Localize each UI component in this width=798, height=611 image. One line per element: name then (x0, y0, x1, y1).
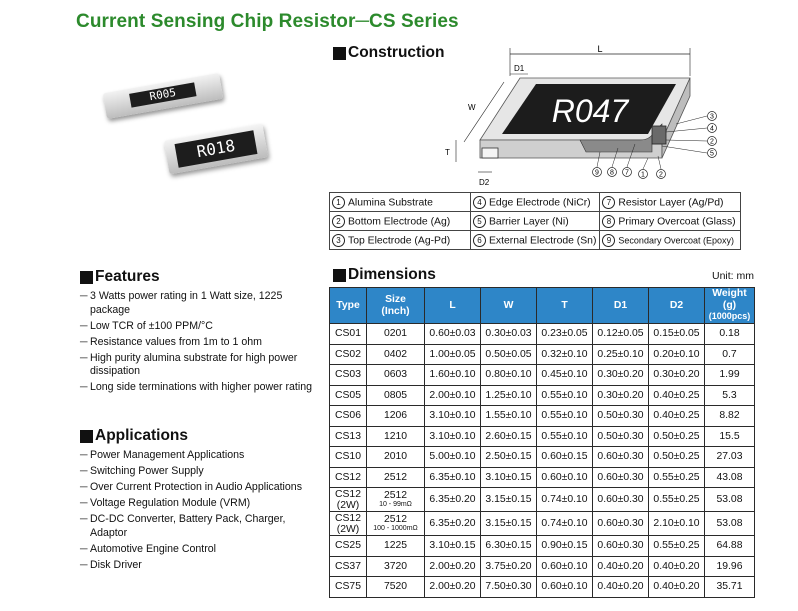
dash-icon: ─ (80, 381, 88, 393)
cell-t: 0.60±0.10 (537, 577, 593, 598)
header-size (367, 288, 425, 324)
cell-size (367, 426, 425, 447)
cell-d1: 0.50±0.30 (593, 426, 649, 447)
cell-d2: 0.50±0.25 (649, 447, 705, 468)
cell-type-sub: (2W) (336, 523, 360, 535)
legend-cell (600, 212, 741, 231)
cell-type (330, 577, 367, 598)
construction-heading: Construction (333, 44, 444, 62)
cell-size-sub: 100 - 1000mΩ (373, 525, 418, 532)
cell-size (367, 577, 425, 598)
cell-size-text: 3720 (383, 560, 408, 572)
cell-type-text: CS06 (335, 410, 361, 422)
page-title: Current Sensing Chip Resistor─CS Series (76, 11, 459, 32)
header-weight-line: (g) (722, 299, 737, 311)
cell-size-text: 0603 (383, 369, 408, 381)
svg-text:1: 1 (641, 171, 645, 179)
cell-w: 0.80±0.10 (481, 365, 537, 386)
legend-row (330, 212, 741, 231)
svg-text:9: 9 (595, 169, 599, 177)
cell-d1: 0.40±0.20 (593, 577, 649, 598)
cell-w: 1.55±0.10 (481, 406, 537, 427)
cell-type-text: CS37 (335, 560, 361, 572)
cell-d2: 0.55±0.25 (649, 536, 705, 557)
list-item (80, 320, 320, 334)
dim-label-t: T (445, 148, 450, 157)
cell-type-text: CS12 (335, 488, 361, 500)
header-d2: D2 (649, 288, 705, 324)
cell-d1: 0.60±0.30 (593, 447, 649, 468)
cell-type-text: CS05 (335, 389, 361, 401)
dimensions-heading: Dimensions (333, 266, 436, 284)
cell-type-text: CS01 (335, 328, 361, 340)
table-row (330, 426, 755, 447)
list-item-text: Resistance values from 1m to 1 ohm (90, 335, 262, 348)
cell-size (367, 447, 425, 468)
cell-l: 1.00±0.05 (425, 344, 481, 365)
list-item-text: DC-DC Converter, Battery Pack, Charger, Adaptor (90, 513, 286, 539)
cell-l: 3.10±0.10 (425, 406, 481, 427)
list-item (80, 290, 320, 317)
cell-size (367, 488, 425, 512)
callout-2 (708, 137, 717, 146)
legend-cell (330, 212, 471, 231)
cell-type-text: CS12 (335, 471, 361, 483)
cell-d1: 0.60±0.30 (593, 467, 649, 488)
list-item-text: 3 Watts power rating in 1 Watt size, 1225 package (90, 290, 283, 316)
dimensions-table (329, 287, 755, 598)
cell-t: 0.74±0.10 (537, 488, 593, 512)
table-row (330, 577, 755, 598)
dim-label-l: L (597, 44, 603, 54)
header-l: L (425, 288, 481, 324)
legend-number: 7 (602, 196, 615, 209)
dash-icon: ─ (80, 335, 88, 348)
cell-t: 0.60±0.10 (537, 556, 593, 577)
construction-diagram (440, 40, 730, 190)
list-item-text: Long side terminations with higher power rating (90, 381, 313, 393)
cell-w: 2.60±0.15 (481, 426, 537, 447)
legend-number: 3 (332, 234, 345, 247)
cell-type-text: CS10 (335, 451, 361, 463)
cell-size-text: 2010 (383, 451, 408, 463)
cell-d2: 0.15±0.05 (649, 324, 705, 345)
callout-5 (708, 149, 717, 158)
svg-text:5: 5 (710, 150, 714, 158)
dash-icon: ─ (80, 351, 88, 364)
legend-number: 6 (473, 234, 486, 247)
cell-type (330, 365, 367, 386)
cell-w: 2.50±0.15 (481, 447, 537, 468)
table-row (330, 324, 755, 345)
legend-row (330, 231, 741, 250)
cell-size (367, 512, 425, 536)
legend-number: 8 (602, 215, 615, 228)
cell-d1: 0.60±0.30 (593, 536, 649, 557)
cell-weight: 64.88 (705, 536, 755, 557)
cell-weight: 5.3 (705, 385, 755, 406)
square-bullet-icon (333, 269, 346, 282)
cell-size-text: 2512 (383, 514, 408, 525)
cell-d2: 0.55±0.25 (649, 467, 705, 488)
cell-l: 1.60±0.10 (425, 365, 481, 386)
cell-weight: 53.08 (705, 488, 755, 512)
legend-number: 2 (332, 215, 345, 228)
list-item (80, 559, 320, 573)
cell-w: 7.50±0.30 (481, 577, 537, 598)
cell-weight: 53.08 (705, 512, 755, 536)
cell-w: 3.15±0.15 (481, 512, 537, 536)
cell-w: 0.50±0.05 (481, 344, 537, 365)
cell-d1: 0.50±0.30 (593, 406, 649, 427)
cell-d2: 0.20±0.10 (649, 344, 705, 365)
cell-type-text: CS75 (335, 581, 361, 593)
legend-label: Primary Overcoat (Glass) (618, 215, 736, 227)
cell-d1: 0.40±0.20 (593, 556, 649, 577)
legend-label: Alumina Substrate (348, 196, 433, 208)
legend-label: Bottom Electrode (Ag) (348, 215, 451, 227)
cell-type (330, 406, 367, 427)
applications-heading: Applications (80, 427, 188, 445)
cell-t: 0.55±0.10 (537, 426, 593, 447)
cell-t: 0.32±0.10 (537, 344, 593, 365)
cell-d1: 0.30±0.20 (593, 365, 649, 386)
list-item (80, 352, 320, 379)
dim-label-w: W (468, 103, 476, 112)
chip-marking: R005 (129, 82, 196, 107)
cell-l: 6.35±0.20 (425, 512, 481, 536)
list-item-text: Disk Driver (90, 558, 142, 571)
cell-weight: 35.71 (705, 577, 755, 598)
table-row (330, 406, 755, 427)
cell-size (367, 467, 425, 488)
svg-text:7: 7 (625, 169, 629, 177)
dash-icon: ─ (80, 290, 88, 302)
applications-list (80, 449, 320, 575)
svg-text:3: 3 (710, 113, 714, 121)
cell-t: 0.23±0.05 (537, 324, 593, 345)
cell-type (330, 344, 367, 365)
list-item (80, 513, 320, 540)
legend-label: Top Electrode (Ag-Pd) (348, 234, 451, 246)
cell-w: 0.30±0.03 (481, 324, 537, 345)
table-row (330, 447, 755, 468)
cell-l: 2.00±0.20 (425, 556, 481, 577)
cell-size-sub: 10 - 99mΩ (379, 501, 412, 508)
list-item-text: Automotive Engine Control (90, 542, 217, 555)
legend-label: Resistor Layer (Ag/Pd) (618, 196, 724, 208)
table-header-row (330, 288, 755, 324)
cell-d1: 0.12±0.05 (593, 324, 649, 345)
legend-cell (330, 193, 471, 212)
cell-type (330, 467, 367, 488)
cell-type (330, 324, 367, 345)
cell-d1: 0.60±0.30 (593, 488, 649, 512)
chip-photo-r018 (164, 124, 268, 175)
cell-size-text: 2512 (383, 490, 408, 501)
construction-legend (329, 192, 741, 250)
dash-icon: ─ (80, 542, 88, 555)
svg-text:4: 4 (710, 125, 714, 133)
cell-d1: 0.30±0.20 (593, 385, 649, 406)
list-item-text: Over Current Protection in Audio Applications (90, 481, 302, 493)
dim-label-d2: D2 (479, 178, 490, 187)
cell-size-text: 0805 (383, 389, 408, 401)
legend-cell (471, 212, 600, 231)
dim-label-d1: D1 (514, 64, 525, 73)
features-heading: Features (80, 268, 160, 286)
cell-size-text: 1206 (383, 410, 408, 422)
legend-label: External Electrode (Sn) (489, 234, 597, 246)
list-item (80, 543, 320, 557)
list-item (80, 336, 320, 350)
cell-size-text: 0402 (383, 348, 408, 360)
dash-icon: ─ (80, 558, 88, 571)
cell-size-text: 1210 (383, 430, 408, 442)
cell-l: 0.60±0.03 (425, 324, 481, 345)
square-bullet-icon (80, 430, 93, 443)
cell-t: 0.55±0.10 (537, 406, 593, 427)
cell-w: 6.30±0.15 (481, 536, 537, 557)
cell-t: 0.90±0.15 (537, 536, 593, 557)
list-item (80, 449, 320, 463)
cell-size-text: 7520 (383, 581, 408, 593)
callout-9 (593, 168, 602, 177)
cell-type (330, 426, 367, 447)
cell-l: 2.00±0.10 (425, 385, 481, 406)
callout-3 (708, 112, 717, 121)
dash-icon: ─ (80, 449, 88, 461)
cell-d2: 0.40±0.25 (649, 385, 705, 406)
cell-d2: 0.40±0.25 (649, 406, 705, 427)
legend-label: Edge Electrode (NiCr) (489, 196, 591, 208)
cell-d2: 0.50±0.25 (649, 426, 705, 447)
legend-number: 4 (473, 196, 486, 209)
dash-icon: ─ (80, 481, 88, 493)
callout-8 (608, 168, 617, 177)
cell-weight: 0.7 (705, 344, 755, 365)
cell-type (330, 536, 367, 557)
cell-w: 1.25±0.10 (481, 385, 537, 406)
legend-cell (471, 193, 600, 212)
header-weight (705, 288, 755, 324)
cell-d2: 0.40±0.20 (649, 577, 705, 598)
cell-weight: 15.5 (705, 426, 755, 447)
table-row (330, 385, 755, 406)
legend-row (330, 193, 741, 212)
square-bullet-icon (333, 47, 346, 60)
table-row (330, 556, 755, 577)
cell-t: 0.60±0.10 (537, 467, 593, 488)
cell-l: 6.35±0.10 (425, 467, 481, 488)
cell-d1: 0.60±0.30 (593, 512, 649, 536)
callout-1 (639, 170, 648, 179)
cell-l: 2.00±0.20 (425, 577, 481, 598)
cell-weight: 8.82 (705, 406, 755, 427)
cell-type-text: CS02 (335, 348, 361, 360)
list-item-text: Switching Power Supply (90, 465, 204, 477)
header-size-line: (Inch) (381, 305, 410, 317)
header-type: Type (330, 288, 367, 324)
callout-7 (623, 168, 632, 177)
cell-size (367, 324, 425, 345)
cell-weight: 43.08 (705, 467, 755, 488)
list-item-text: Voltage Regulation Module (VRM) (90, 497, 251, 509)
cell-type (330, 488, 367, 512)
cell-t: 0.74±0.10 (537, 512, 593, 536)
header-weight-line: Weight (712, 288, 747, 300)
legend-cell (600, 193, 741, 212)
cell-size-text: 0201 (383, 328, 408, 340)
cell-d2: 0.40±0.20 (649, 556, 705, 577)
cell-weight: 1.99 (705, 365, 755, 386)
dash-icon: ─ (80, 497, 88, 509)
chip-marking: R047 (551, 93, 629, 129)
cell-l: 6.35±0.20 (425, 488, 481, 512)
legend-cell (330, 231, 471, 250)
svg-text:2: 2 (659, 171, 663, 179)
cell-type-sub: (2W) (336, 499, 360, 511)
dash-icon: ─ (80, 513, 88, 525)
table-row (330, 344, 755, 365)
cell-type (330, 385, 367, 406)
cell-weight: 0.18 (705, 324, 755, 345)
svg-text:8: 8 (610, 169, 614, 177)
cell-size (367, 406, 425, 427)
cell-size (367, 365, 425, 386)
edge-electrode (652, 126, 666, 144)
cell-type-text: CS25 (335, 540, 361, 552)
list-item (80, 381, 320, 395)
cell-t: 0.55±0.10 (537, 385, 593, 406)
list-item-text: High purity alumina substrate for high power dissipation (90, 351, 298, 377)
legend-number: 9 (602, 234, 615, 247)
table-row (330, 365, 755, 386)
cell-size (367, 385, 425, 406)
cell-t: 0.60±0.15 (537, 447, 593, 468)
cell-d2: 0.30±0.20 (649, 365, 705, 386)
list-item (80, 497, 320, 511)
cell-weight: 27.03 (705, 447, 755, 468)
cell-w: 3.15±0.15 (481, 488, 537, 512)
bottom-electrode (482, 148, 498, 158)
svg-text:2: 2 (710, 138, 714, 146)
cell-size (367, 344, 425, 365)
legend-cell (471, 231, 600, 250)
cell-d2: 2.10±0.10 (649, 512, 705, 536)
cell-type-text: CS13 (335, 430, 361, 442)
cell-w: 3.75±0.20 (481, 556, 537, 577)
chip-photo-r005 (103, 73, 224, 119)
table-row (330, 512, 755, 536)
cell-type-text: CS03 (335, 369, 361, 381)
header-weight-line: (1000pcs) (708, 311, 751, 322)
list-item (80, 481, 320, 495)
cell-type (330, 556, 367, 577)
header-size-line: Size (385, 294, 406, 305)
table-row (330, 536, 755, 557)
features-list (80, 290, 320, 397)
square-bullet-icon (80, 271, 93, 284)
cell-type-text: CS12 (335, 512, 361, 524)
header-w: W (481, 288, 537, 324)
cell-l: 5.00±0.10 (425, 447, 481, 468)
table-row (330, 467, 755, 488)
cell-t: 0.45±0.10 (537, 365, 593, 386)
cell-size-text: 2512 (383, 471, 408, 483)
legend-number: 5 (473, 215, 486, 228)
unit-label: Unit: mm (712, 270, 754, 282)
chip-marking: R018 (175, 130, 258, 168)
cell-w: 3.10±0.15 (481, 467, 537, 488)
cell-size (367, 556, 425, 577)
cell-l: 3.10±0.15 (425, 536, 481, 557)
dash-icon: ─ (80, 465, 88, 477)
header-d1: D1 (593, 288, 649, 324)
callout-4 (708, 124, 717, 133)
callout-2b (657, 170, 666, 179)
list-item-text: Low TCR of ±100 PPM/°C (90, 319, 213, 332)
cell-type (330, 447, 367, 468)
cell-size-text: 1225 (383, 540, 408, 552)
list-item (80, 465, 320, 479)
cell-d2: 0.55±0.25 (649, 488, 705, 512)
header-t: T (537, 288, 593, 324)
legend-label: Secondary Overcoat (Epoxy) (618, 234, 734, 245)
cell-weight: 19.96 (705, 556, 755, 577)
dash-icon: ─ (80, 319, 88, 332)
cell-size (367, 536, 425, 557)
table-row (330, 488, 755, 512)
legend-number: 1 (332, 196, 345, 209)
list-item-text: Power Management Applications (90, 449, 245, 461)
cell-l: 3.10±0.10 (425, 426, 481, 447)
cell-d1: 0.25±0.10 (593, 344, 649, 365)
legend-cell (600, 231, 741, 250)
legend-label: Barrier Layer (Ni) (489, 215, 569, 227)
cell-type (330, 512, 367, 536)
